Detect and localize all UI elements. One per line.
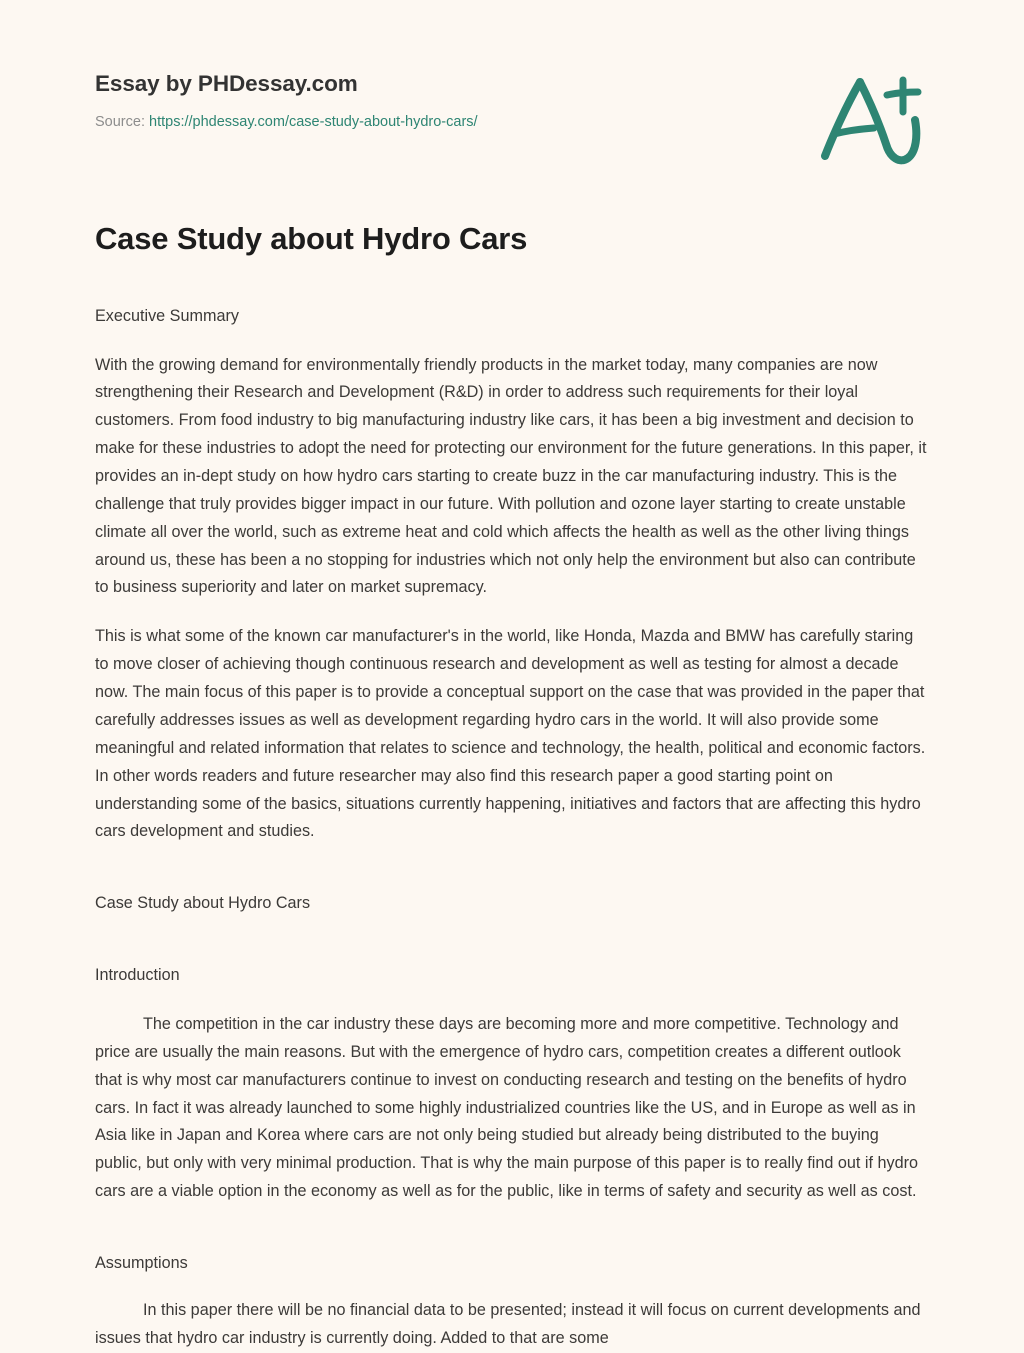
page-title: Case Study about Hydro Cars <box>95 221 528 256</box>
source-url-link[interactable]: https://phdessay.com/case-study-about-hydro-cars/ <box>149 114 478 130</box>
section-heading-introduction: Introduction <box>95 966 180 985</box>
source-line <box>95 97 929 132</box>
paragraph: This is what some of the known car manufacturer's in the world, like Honda, Mazda and BMW has carefully staring to move closer of achieving though continuous research and development as well as testing for almost a decade now. The main focus of this paper is to provide a conceptual support on the case that was provided in the paper that carefully addresses issues as well as development regarding hydro cars in the world. It will also provide some meaningful and related information that relates to science and technology, the health, political and economic factors. In other words readers and future researcher may also find this research paper a good starting point on understanding some of the basics, situations currently happening, initiatives and factors that are affecting this hydro cars development and studies. <box>95 627 926 841</box>
section-heading-assumptions: Assumptions <box>95 1253 188 1272</box>
paragraph: In this paper there will be no financial data to be presented; instead it will focus on current developments and issues that hydro car industry is currently doing. Added to that are some <box>95 1300 921 1347</box>
section-heading-executive-summary: Executive Summary <box>95 306 239 325</box>
brand-title: Essay by PHDessay.com <box>95 71 358 96</box>
page-header <box>0 0 1024 130</box>
a-plus-logo <box>812 68 932 168</box>
section-heading-case-study: Case Study about Hydro Cars <box>95 894 311 913</box>
source-label: Source: <box>95 114 145 130</box>
paragraph: With the growing demand for environmentally friendly products in the market today, many companies are now strengthening their Research and Development (R&D) in order to address such requirements for their loyal customers. From food industry to big manufacturing industry like cars, it has been a big investment and decision to make for these industries to adopt the need for protecting our environment for the future generations. In this paper, it provides an in-dept study on how hydro cars starting to create buzz in the car manufacturing industry. This is the challenge that truly provides bigger impact in our future. With pollution and ozone layer starting to create unstable climate all over the world, such as extreme heat and cold which affects the health as well as the other living things around us, these has been a no stopping for industries which not only help the environment but also can contribute to business superiority and later on market supremacy. <box>95 355 927 597</box>
document-body <box>0 118 1024 1353</box>
paragraph: The competition in the car industry these days are becoming more and more competitive. Technology and price are usually the main reasons. But with the emergence of hydro cars, competition creates a different outlook that is why most car manufacturers continue to invest on conducting research and testing on the benefits of hydro cars. In fact it was already launched to some highly industrialized countries like the US, and in Europe as well as in Asia like in Japan and Korea where cars are not only being studied but already being distributed to the buying public, but only with very minimal production. That is why the main purpose of this paper is to really find out if hydro cars are a viable option in the economy as well as for the public, like in terms of safety and security as well as cost. <box>95 1014 918 1201</box>
